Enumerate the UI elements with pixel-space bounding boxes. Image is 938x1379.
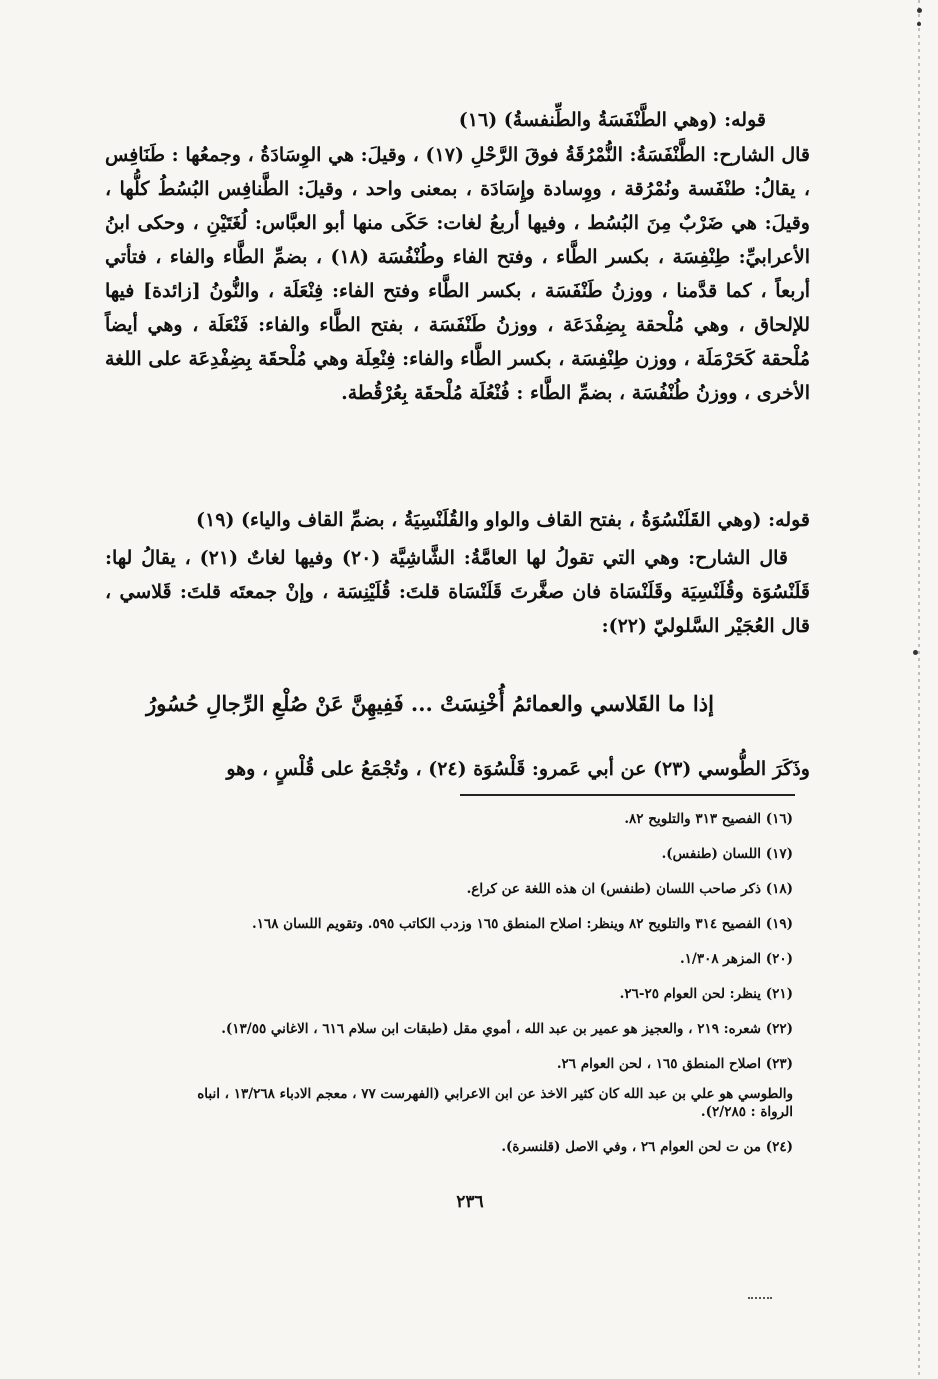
section1-body: قال الشارح: الطَّنْفَسَةُ: النُّمْرُقَةُ فوقَ الرَّحْلِ (١٧) ، وقيلَ: هي الوِسَادَةُ ، وجمعُها : طَنَافِس ، يقالُ: طنْفَسة ونُمْرُقة ، ووِسادة وإِسَادَة ، بمعنى واحد ، وقيلَ: الطَّنافِس البُسُطُ كلُّها ، وقيلَ: هي ضَرْبٌ مِنَ البُسُط ، وفيها أربعُ لغات: حَكَى منها أبو العبَّاس: لُغَتَيْنِ ، وحكى ابنُ الأعرابيِّ: طِنْفِسَة ، بكسر الطَّاء ، وفتح الفاء وطُنْفُسَة (١٨) ، بضمِّ الطَّاء والفاء ، فتأتي أربعاً ، كما قدَّمنا ، ووزنُ طَنْفَسَة ، بكسر الطَّاء وفتح الفاء: فِنْعَلَة ، والنُّونُ [زائدة] فيها للإلحاق ، وهي مُلْحقة بِضِفْدَعَة ، ووزنُ طَنْفَسَة ، بفتح الطَّاء والفاء: فَنْعَلَة ، وهي أيضاً مُلْحقة كَحَرْمَلَة ، ووزن طِنْفِسَة ، بكسر الطَّاء والفاء: فِنْعِلَة وهي مُلْحقَة بِضِفْدِعَة على اللغة الأخرى ، ووزنُ طُنْفُسَة ، بضمِّ الطَّاء : فُنْعُلَة مُلْحقَة بِعُرْقُطة.	[105, 144, 810, 404]
section2-continuation-block	[105, 752, 810, 786]
poetry-verse: إذا ما القَلاسي والعمائمُ أُخْنِسَتْ ... فَفِيهِنَّ عَنْ صُلْعِ الرِّجالِ حُسُورُ	[146, 691, 714, 716]
footnote-item: (٢٤) من ت لحن العوام ٢٦ ، وفي الاصل (قلنسرة).	[501, 1139, 793, 1155]
footnote-item: (١٧) اللسان (طنفس).	[661, 846, 793, 862]
scan-edge-dots	[918, 0, 920, 1379]
section2-body: قال الشارح: وهي التي تقولُ لها العامَّةُ: الشَّاشِيَّة (٢٠) وفيها لغاتٌ (٢١) ، يقالُ لها: قَلَنْسُوَة وقُلَنْسِيَة وقَلَنْسَاة فان صغَّرتَ قَلَنْسَاة قلتَ: قُلَيْنِسَة ، وإنْ جمعتَه قلتَ: قَلاسي ، قال العُجَيْر السَّلوليّ (٢٢):	[105, 547, 810, 637]
footnote-item: (٢٠) المزهر ١/٣٠٨.	[679, 951, 793, 967]
scan-speck	[917, 22, 921, 26]
footnote-item: (١٦) الفصيح ٣١٣ والتلويح ٨٢.	[624, 811, 793, 827]
footnote-item: والطوسي هو علي بن عبد الله كان كثير الاخذ عن ابن الاعرابي (الفهرست ٧٧ ، معجم الادباء ١٣/٢٦٨ ، انباه الرواة : ٢/٢٨٥).	[197, 1086, 793, 1120]
section1-text-block	[105, 138, 810, 410]
footnote-item: (١٨) ذكر صاحب اللسان (طنفس) ان هذه اللغة عن كراع.	[466, 881, 793, 897]
section1-heading: قوله: (وهي الطَّنْفَسَةُ والطِّنفسةُ) (١٦)	[458, 109, 766, 131]
scan-dash-mark	[748, 1297, 772, 1300]
section2-heading: قوله: (وهي القَلَنْسُوَةُ ، بفتح القاف والواو والقُلَنْسِيَةُ ، بضمِّ القاف والياء) (١٩)	[196, 509, 810, 531]
section2-continuation: وذَكَرَ الطُّوسي (٢٣) عن أبي عَمرو: قَلْسُوَة (٢٤) ، وتُجْمَعُ على قُلْسٍ ، وهو	[226, 758, 810, 780]
page-number: ٢٣٦	[456, 1192, 484, 1212]
footnotes	[165, 810, 793, 1173]
scan-speck	[917, 8, 922, 13]
footnote-separator	[460, 794, 795, 796]
section2-text-block	[105, 503, 810, 643]
scan-speck	[913, 650, 918, 655]
footnote-item: (٢٢) شعره: ٢١٩ ، والعجيز هو عمير بن عبد الله ، أموي مقل (طبقات ابن سلام ٦١٦ ، الاغاني ١٣/٥٥).	[221, 1021, 793, 1037]
footnote-item: (٢١) ينظر: لحن العوام ٢٥-٢٦.	[619, 986, 793, 1002]
footnote-item: (٢٣) اصلاح المنطق ١٦٥ ، لحن العوام ٢٦.	[556, 1056, 793, 1072]
footnote-item: (١٩) الفصيح ٣١٤ والتلويح ٨٢ وينظر: اصلاح المنطق ١٦٥ وزدب الكاتب ٥٩٥. وتقويم اللسان ١٦٨.	[251, 916, 793, 932]
